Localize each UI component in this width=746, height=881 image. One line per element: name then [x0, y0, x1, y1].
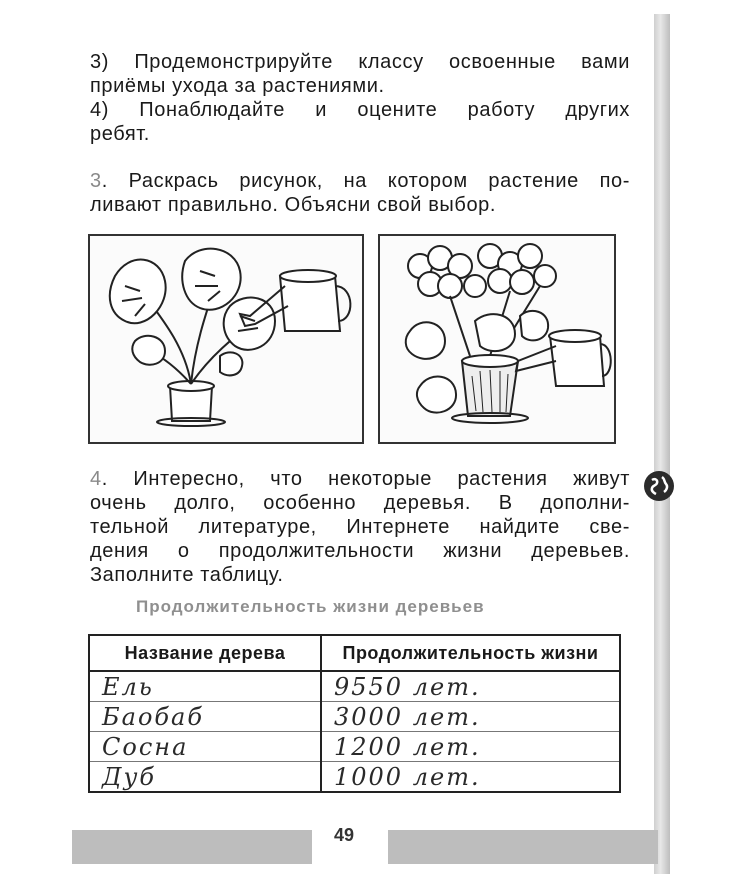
instruction-line-1: 3) Продемонстрируйте классу освоенные вами — [90, 51, 630, 73]
table-row — [89, 671, 620, 702]
tree-lifespan-table — [88, 634, 621, 793]
instructions-block — [90, 50, 630, 146]
tree-name-cell[interactable]: Баобаб — [89, 702, 321, 732]
footer-decoration-left — [72, 830, 312, 864]
task-3-line-1 — [90, 169, 630, 193]
task-4-line-2: очень долго, особенно деревья. В дополни- — [90, 492, 630, 514]
picture-monstera[interactable] — [88, 234, 364, 444]
instruction-line-2: приёмы ухода за растениями. — [90, 75, 385, 97]
task-3-line-2: ливают правильно. Объясни свой выбор. — [90, 194, 497, 216]
monstera-illustration — [90, 236, 362, 442]
task-4-line-1 — [90, 467, 630, 491]
table-row — [89, 732, 620, 762]
header-lifespan: Продолжительность жизни — [321, 635, 620, 671]
tree-name-cell[interactable]: Сосна — [89, 732, 321, 762]
table-header-row — [89, 635, 620, 671]
tree-name-cell[interactable]: Ель — [89, 671, 321, 702]
task-4-line-5: Заполните таблицу. — [90, 564, 284, 586]
page-number: 49 — [334, 825, 355, 845]
instruction-line-3: 4) Понаблюдайте и оцените работу других — [90, 99, 630, 121]
footer-decoration-right — [388, 830, 658, 864]
header-tree-name: Название дерева — [89, 635, 321, 671]
instruction-line-4: ребят. — [90, 123, 150, 145]
lifespan-cell[interactable]: 1200 лет. — [321, 732, 620, 762]
table-title: Продолжительность жизни деревьев — [136, 597, 485, 616]
lifespan-cell[interactable]: 1000 лет. — [321, 762, 620, 793]
task-4-line-3: тельной литературе, Интернете найдите све- — [90, 516, 630, 538]
task-4-line-4: дения о продолжительности жизни деревьев. — [90, 540, 630, 562]
geranium-illustration — [380, 236, 614, 442]
lifespan-cell[interactable]: 3000 лет. — [321, 702, 620, 732]
task-4 — [90, 467, 630, 587]
task-3 — [90, 169, 630, 217]
task-3-text-1: . Раскрась рисунок, на котором растение по- — [101, 170, 630, 192]
table-row — [89, 762, 620, 793]
page-edge-strip — [654, 14, 670, 874]
lifespan-cell[interactable]: 9550 лет. — [321, 671, 620, 702]
tree-name-cell[interactable]: Дуб — [89, 762, 321, 793]
picture-geranium[interactable] — [378, 234, 616, 444]
task-4-number: 4 — [90, 468, 102, 490]
task-3-number: 3 — [90, 170, 102, 192]
table-row — [89, 702, 620, 732]
task-4-text-1: . Интересно, что некоторые растения живут — [101, 468, 630, 490]
globe-icon — [644, 471, 674, 501]
